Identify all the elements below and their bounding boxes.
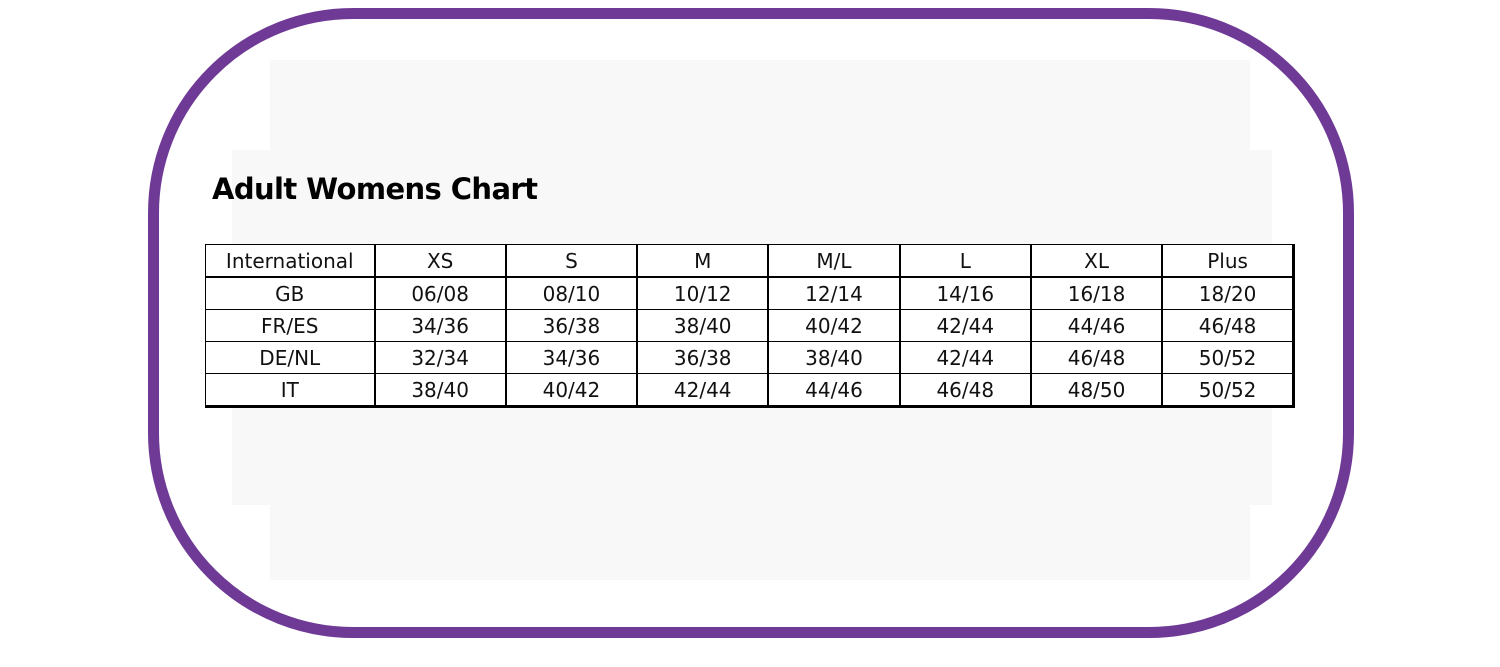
row-label-cell: GB (206, 277, 375, 310)
table-cell: 44/46 (768, 374, 899, 407)
table-row (206, 342, 1294, 374)
header-cell: XS (375, 245, 506, 278)
chart-title: Adult Womens Chart (212, 172, 538, 206)
table-cell: 34/36 (375, 310, 506, 342)
table-cell: 44/46 (1031, 310, 1162, 342)
table-cell: 50/52 (1162, 342, 1293, 374)
table-cell: 16/18 (1031, 277, 1162, 310)
table-cell: 14/16 (900, 277, 1031, 310)
header-cell: M/L (768, 245, 899, 278)
table-cell: 38/40 (768, 342, 899, 374)
table-cell: 36/38 (637, 342, 768, 374)
header-cell: L (900, 245, 1031, 278)
table-cell: 34/36 (506, 342, 637, 374)
header-cell: Plus (1162, 245, 1293, 278)
table-row (206, 277, 1294, 310)
table-cell: 42/44 (637, 374, 768, 407)
table-cell: 42/44 (900, 310, 1031, 342)
table-cell: 38/40 (637, 310, 768, 342)
table-cell: 46/48 (1031, 342, 1162, 374)
table-cell: 40/42 (768, 310, 899, 342)
table-cell: 48/50 (1031, 374, 1162, 407)
size-table (205, 244, 1295, 408)
table-cell: 18/20 (1162, 277, 1293, 310)
header-cell: S (506, 245, 637, 278)
row-label-cell: IT (206, 374, 375, 407)
table-cell: 06/08 (375, 277, 506, 310)
table-cell: 10/12 (637, 277, 768, 310)
table-header-row (206, 245, 1294, 278)
row-label-cell: DE/NL (206, 342, 375, 374)
header-cell: M (637, 245, 768, 278)
table-cell: 08/10 (506, 277, 637, 310)
table-cell: 32/34 (375, 342, 506, 374)
table-cell: 38/40 (375, 374, 506, 407)
table-cell: 46/48 (900, 374, 1031, 407)
header-cell: International (206, 245, 375, 278)
row-label-cell: FR/ES (206, 310, 375, 342)
table-cell: 40/42 (506, 374, 637, 407)
table-cell: 12/14 (768, 277, 899, 310)
table-cell: 36/38 (506, 310, 637, 342)
table-cell: 42/44 (900, 342, 1031, 374)
table-cell: 46/48 (1162, 310, 1293, 342)
table-row (206, 374, 1294, 407)
table-cell: 50/52 (1162, 374, 1293, 407)
header-cell: XL (1031, 245, 1162, 278)
table-row (206, 310, 1294, 342)
